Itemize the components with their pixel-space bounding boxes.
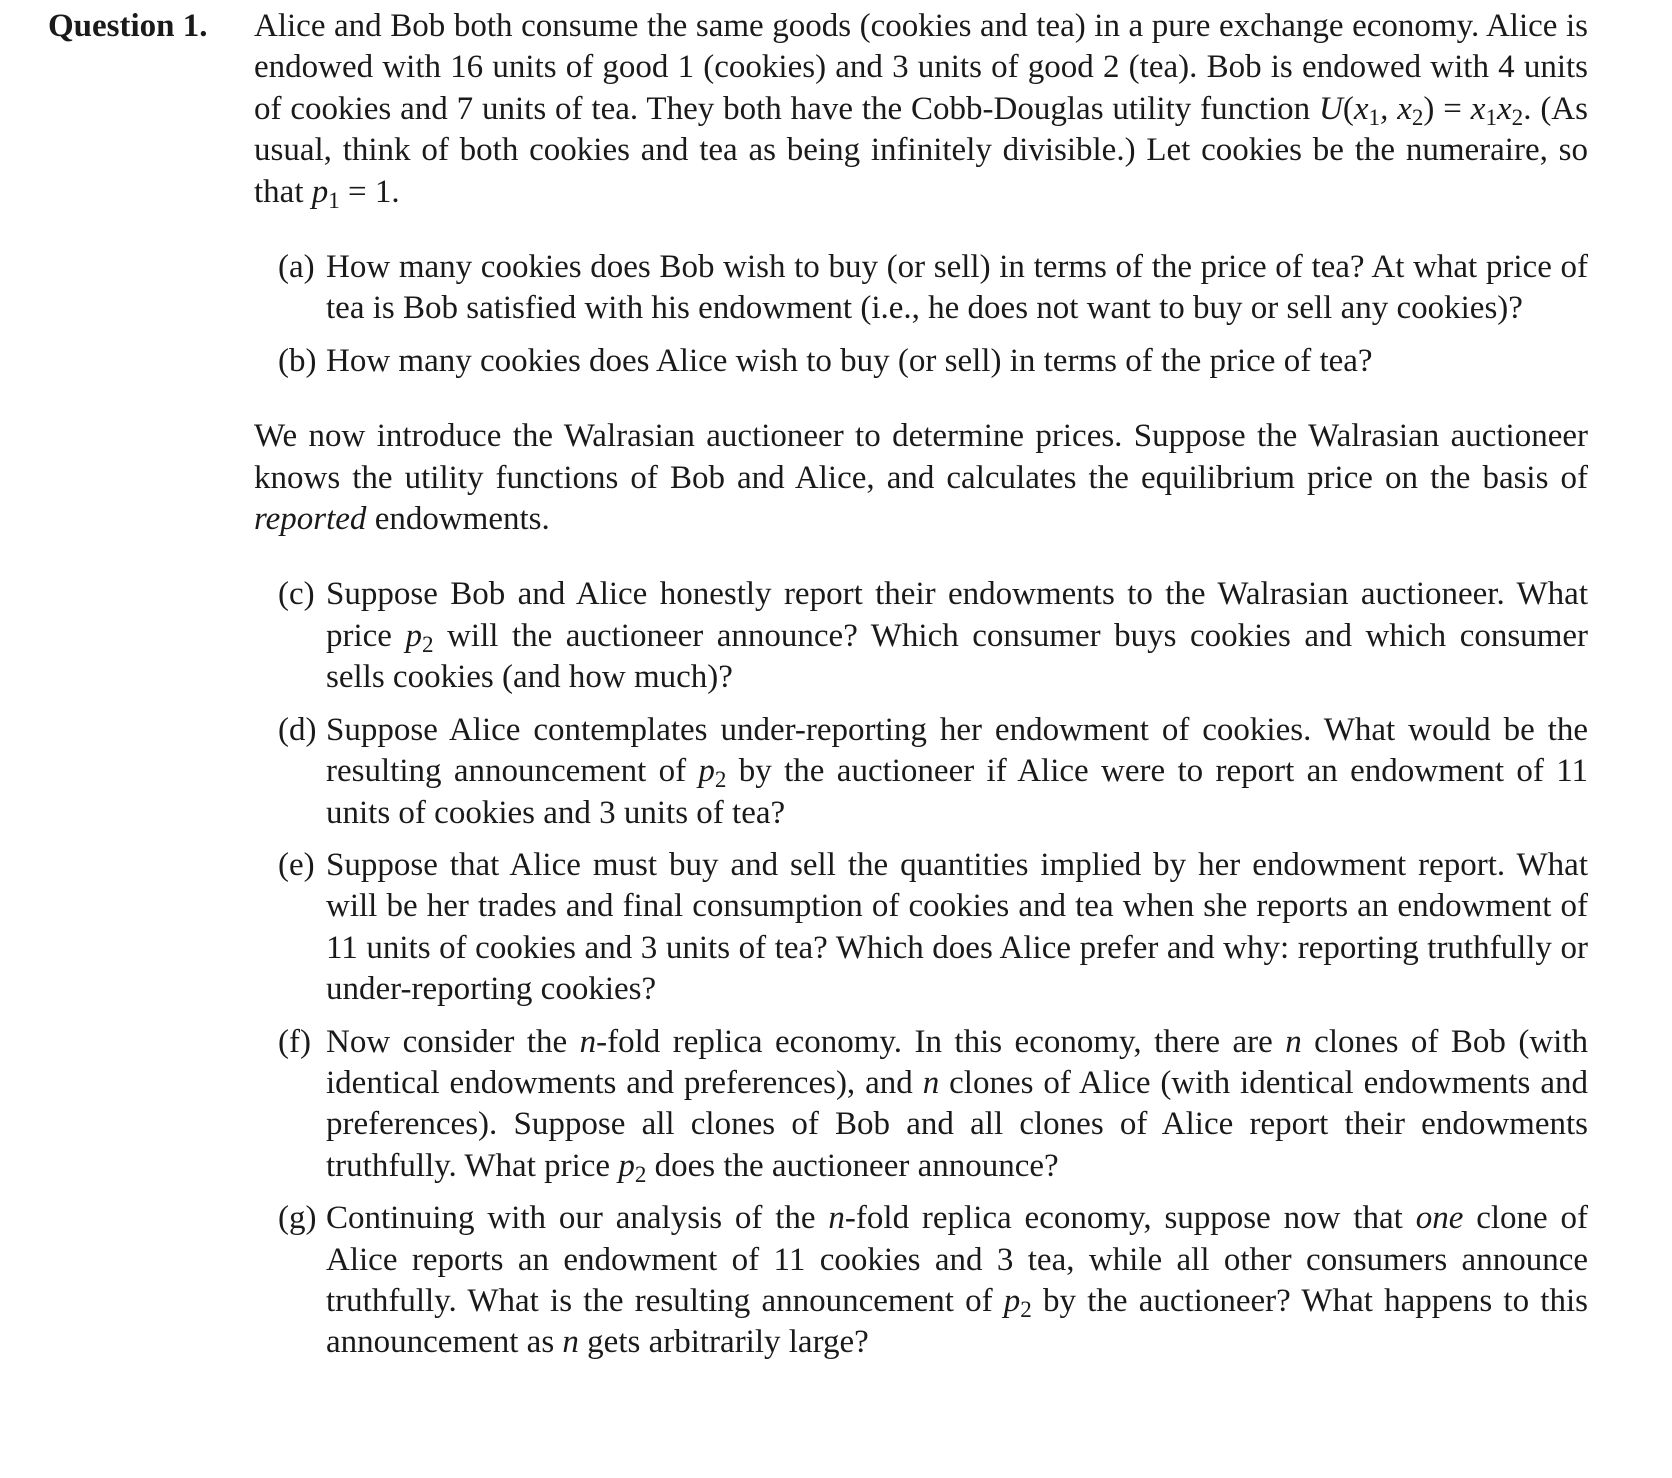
emphasis-one: one xyxy=(1415,1200,1464,1237)
part-text: How many cookies does Bob wish to buy (or sell) in terms of the price of tea? At what price of tea is Bob satisfied with his endowment (i.e., he does not want to buy or sell any cookies)? xyxy=(326,249,1588,327)
part-label: (e) xyxy=(278,846,315,883)
auctioneer-paragraph: We now introduce the Walrasian auctioneer to determine prices. Suppose the Walrasian auctioneer knows the utility functions of Bob and Alice, and calculates the equilibrium price on the basis of reported endowments. xyxy=(254,418,1588,538)
parts-group-2 xyxy=(254,574,1588,1363)
question-label: Question 1. xyxy=(48,8,208,44)
part-text: Suppose Bob and Alice honestly report their endowments to the Walrasian auctioneer. What price $p_2$ will the auctioneer announce? Which consumer buys cookies and which consumer sells cookies (and how much)? xyxy=(326,576,1588,696)
problem-document xyxy=(48,6,1588,1375)
price-p2: $p_2$ xyxy=(698,753,727,792)
question-header xyxy=(48,6,1588,213)
part-text: Continuing with our analysis of the n-fold replica economy, suppose now that one clone of Alice reports an endowment of 11 cookies and 3 tea, while all other consumers announce truthfully. What is the resulting announcement of $p_2$ by the auctioneer? What happens to this announcement as n gets arbitrarily large? xyxy=(326,1200,1589,1361)
part-b xyxy=(254,341,1588,382)
part-label: (b) xyxy=(278,342,317,379)
question-intro: Alice and Bob both consume the same goods (cookies and tea) in a pure exchange economy. Alice is endowed with 16 units of good 1 (cookies) and 3 units of good 2 (tea). Bob is endowed with 4 units of cookies and 7 units of tea. They both have the Cobb-Douglas utility function $U(x_1$, $x_2) = x_1x_2$. (As usual, think of both cookies and tea as being infinitely divisible.) Let cookies be the numeraire, so that $p_1 = 1$. xyxy=(254,8,1588,213)
part-c xyxy=(254,574,1588,698)
part-label: (g) xyxy=(278,1200,317,1237)
part-f xyxy=(254,1022,1588,1188)
part-label: (a) xyxy=(278,249,315,286)
part-label: (f) xyxy=(278,1023,311,1060)
emphasis-reported: reported xyxy=(254,501,367,538)
utility-function: $U(x_1$, $x_2) = x_1x_2$ xyxy=(1319,90,1524,130)
part-a xyxy=(254,247,1588,330)
price-p2: $p_2$ xyxy=(618,1147,647,1187)
price-p2: $p_2$ xyxy=(1003,1282,1032,1322)
part-label: (d) xyxy=(278,711,317,748)
price-p2: $p_2$ xyxy=(405,617,434,657)
parts-group-1 xyxy=(254,247,1588,382)
part-text: How many cookies does Alice wish to buy (or sell) in terms of the price of tea? xyxy=(326,342,1373,379)
part-text: Suppose that Alice must buy and sell the quantities implied by her endowment report. What will be her trades and final consumption of cookies and tea when she reports an endowment of 11 units of cookies and 3 units of tea? Which does Alice prefer and why: reporting truthfully or under-reporting cookies? xyxy=(326,846,1588,1008)
part-text: Suppose Alice contemplates under-reporting her endowment of cookies. What would be the resulting announcement of $p_2$ by the auctioneer if Alice were to report an endowment of 11 units of cookies and 3 units of tea? xyxy=(326,711,1588,831)
numeraire-price: $p_1$ xyxy=(311,173,340,213)
part-d xyxy=(254,710,1588,834)
part-label: (c) xyxy=(278,576,315,613)
part-g xyxy=(254,1198,1588,1364)
part-text: Now consider the n-fold replica economy. In this economy, there are n clones of Bob (with identical endowments and preferences), and n clones of Alice (with identical endowments and preferences). Suppose all clones of Bob and all clones of Alice report their endowments truthfully. What price $p_2$ does the auctioneer announce? xyxy=(326,1023,1588,1187)
part-e xyxy=(254,845,1588,1011)
